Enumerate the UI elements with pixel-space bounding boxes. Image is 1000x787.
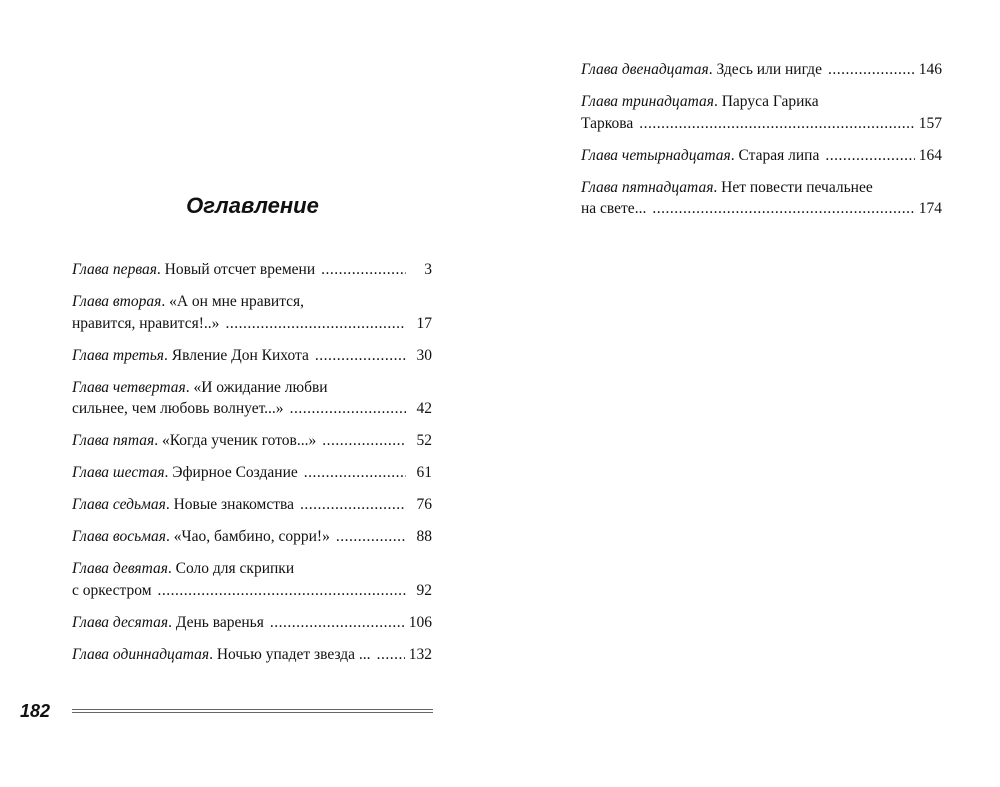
toc-entry-line <box>72 291 432 313</box>
dot-leader <box>300 494 406 516</box>
chapter-title: . «А он мне нравится, <box>161 293 305 310</box>
toc-entry-line <box>72 398 432 420</box>
chapter-label: Глава девятая <box>72 560 168 577</box>
chapter-title: . «Чао, бамбино, сорри!» <box>166 528 330 545</box>
toc-entry-line <box>581 145 942 167</box>
dot-leader <box>652 198 914 220</box>
chapter-title: . Эфирное Создание <box>164 464 298 481</box>
toc-entry-line <box>72 526 432 548</box>
page-ref: 42 <box>416 400 432 417</box>
toc-entry-line <box>581 113 942 135</box>
chapter-label: Глава тринадцатая <box>581 93 714 110</box>
chapter-title: Таркова <box>581 114 634 132</box>
chapter-title: . Новые знакомства <box>165 496 294 513</box>
toc-entry-line <box>72 612 432 634</box>
toc-entry <box>72 644 432 666</box>
footer-rule <box>72 709 433 713</box>
toc-entry-line <box>72 430 432 452</box>
page-ref: 30 <box>416 346 432 364</box>
chapter-label: Глава третья <box>72 346 165 364</box>
toc-entry <box>72 430 432 452</box>
page-ref: 157 <box>918 114 942 132</box>
right-page <box>500 0 1000 787</box>
dot-leader <box>290 398 406 420</box>
toc-entry-line <box>72 644 432 666</box>
page-ref: 52 <box>416 432 432 449</box>
chapter-title: . Здесь или нигде <box>708 61 822 78</box>
page-number: 182 <box>20 701 51 721</box>
chapter-title: нравится, нравится!..» <box>72 314 220 332</box>
toc-entry-line <box>72 462 432 484</box>
chapter-title: с оркестром <box>72 581 152 599</box>
toc-entry-line <box>72 494 432 516</box>
chapter-label: Глава четырнадцатая <box>581 146 731 164</box>
chapter-label: Глава пятнадцатая <box>581 178 714 196</box>
chapter-title: . Нет повести печальнее <box>713 178 873 196</box>
dot-leader <box>377 644 405 666</box>
dot-leader <box>225 313 406 335</box>
page-ref: 92 <box>416 581 432 599</box>
toc-entry <box>72 558 432 601</box>
page-ref: 132 <box>408 645 432 663</box>
chapter-label: Глава двенадцатая <box>581 61 709 78</box>
chapter-label: Глава пятая <box>72 432 155 449</box>
page-ref: 3 <box>424 261 432 278</box>
chapter-label: Глава седьмая <box>72 496 166 513</box>
chapter-label: Глава восьмая <box>72 528 166 545</box>
dot-leader <box>322 430 406 452</box>
toc-entry <box>72 612 432 634</box>
toc-entry <box>72 377 432 420</box>
page-ref: 61 <box>416 464 432 481</box>
toc-entry-line <box>72 580 432 602</box>
page-ref: 164 <box>918 146 942 164</box>
dot-leader <box>304 462 406 484</box>
chapter-label: Глава вторая <box>72 293 162 310</box>
toc-entry <box>581 59 942 81</box>
toc-entry <box>581 91 942 134</box>
toc-entry-line <box>581 91 942 113</box>
chapter-title: . Явление Дон Кихота <box>164 346 309 364</box>
chapter-label: Глава одиннадцатая <box>72 645 210 663</box>
toc-list-right <box>581 59 942 220</box>
toc-entry <box>72 462 432 484</box>
chapter-title: . Старая липа <box>730 146 820 164</box>
chapter-title: . «Когда ученик готов...» <box>154 432 317 449</box>
page-ref: 76 <box>416 496 432 513</box>
chapter-title: . Ночью упадет звезда ... <box>209 645 371 663</box>
toc-entry-line <box>72 377 432 399</box>
chapter-label: Глава первая <box>72 261 157 278</box>
dot-leader <box>639 113 915 135</box>
toc-entry-line <box>72 345 432 367</box>
page-ref: 17 <box>416 314 432 332</box>
toc-entry <box>72 259 432 281</box>
toc-list-left <box>72 259 432 665</box>
chapter-title: сильнее, чем любовь волнует...» <box>72 400 284 417</box>
toc-entry <box>72 291 432 334</box>
toc-entry-line <box>581 59 942 81</box>
toc-entry-line <box>581 177 942 199</box>
dot-leader <box>336 526 406 548</box>
toc-entry <box>581 177 942 220</box>
chapter-label: Глава четвертая <box>72 378 186 396</box>
chapter-title: . Новый отсчет времени <box>156 261 316 278</box>
page-ref: 88 <box>416 528 432 545</box>
toc-entry-line <box>72 259 432 281</box>
toc-entry-line <box>72 313 432 335</box>
chapter-title: . День варенья <box>168 613 264 631</box>
dot-leader <box>828 59 915 81</box>
page-ref: 146 <box>918 61 942 78</box>
chapter-title: на свете... <box>581 200 647 217</box>
dot-leader <box>321 259 406 281</box>
toc-entry <box>72 345 432 367</box>
chapter-label: Глава шестая <box>72 464 165 481</box>
chapter-title: . Соло для скрипки <box>167 560 295 577</box>
chapter-label: Глава десятая <box>72 613 169 631</box>
chapter-title: . «И ожидание любви <box>185 378 328 396</box>
dot-leader <box>158 580 406 602</box>
toc-entry-line <box>72 558 432 580</box>
page-title: Оглавление <box>186 193 319 218</box>
dot-leader <box>825 145 914 167</box>
toc-entry <box>72 526 432 548</box>
page-ref: 106 <box>408 613 432 631</box>
chapter-title: . Паруса Гарика <box>713 93 819 110</box>
toc-entry <box>581 145 942 167</box>
page-ref: 174 <box>918 200 942 217</box>
toc-entry <box>72 494 432 516</box>
dot-leader <box>315 345 406 367</box>
dot-leader <box>270 612 405 634</box>
toc-entry-line <box>581 198 942 220</box>
